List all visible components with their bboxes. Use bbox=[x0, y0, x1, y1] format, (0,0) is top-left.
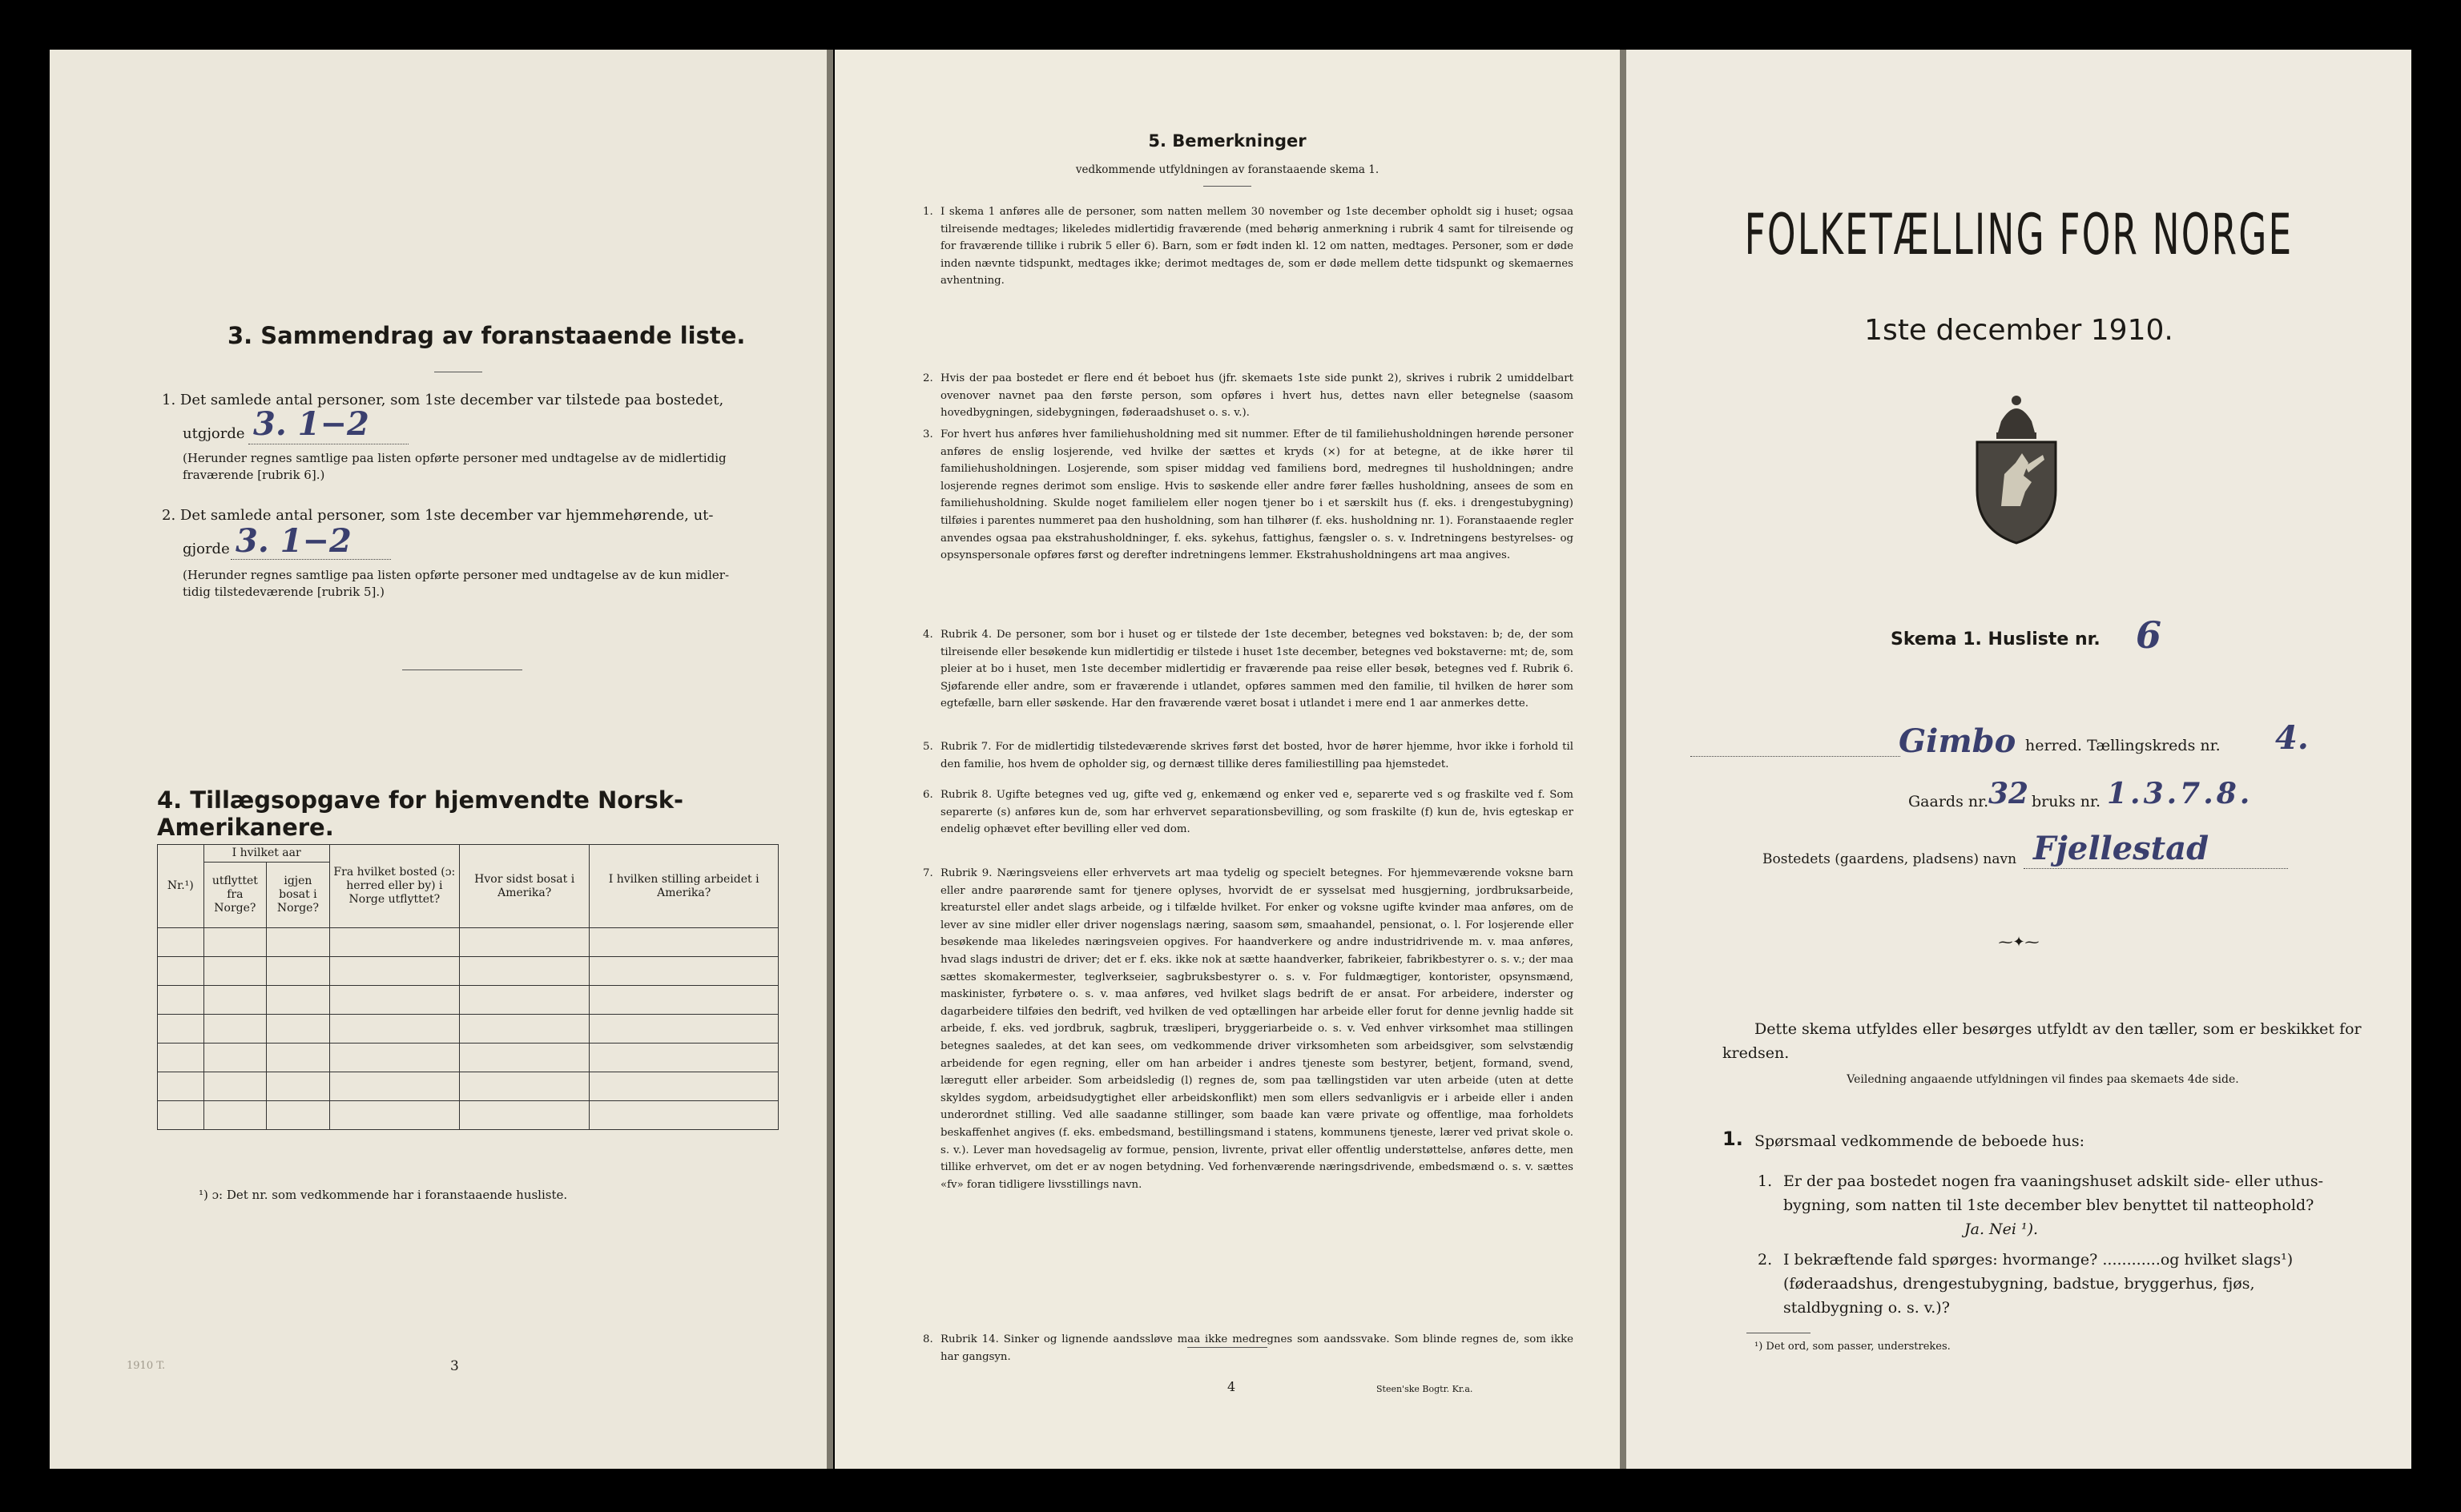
q2-num: 2. bbox=[1758, 1251, 1773, 1269]
remarks-title: 5. Bemerkninger bbox=[1148, 131, 1307, 151]
remark-paragraph bbox=[923, 738, 1573, 773]
remark-text: Rubrik 7. For de midlertidig tilstedeværende skrives først det bosted, hvor de hører hjemme, hvor ikke i forhold til den familie, hos hvem de opholder sig, og dernæst tillike deres familiestilling paa hjemstedet. bbox=[940, 741, 1573, 770]
remark-number: 7. bbox=[923, 867, 933, 879]
ornament-icon: ⁓✦⁓ bbox=[1998, 934, 2040, 951]
item1-note bbox=[183, 450, 808, 484]
page-number: 3 bbox=[450, 1358, 459, 1374]
remark-paragraph bbox=[923, 626, 1573, 713]
census-title-wrap bbox=[1626, 202, 2411, 267]
instruction-1: Dette skema utfyldes eller besørges utfyldt av den tæller, som er beskikket for kredsen. bbox=[1722, 1020, 2362, 1062]
table-cell bbox=[329, 1015, 459, 1044]
herred-dotline bbox=[1690, 756, 1900, 757]
bosted-label: Bostedets (gaardens, pladsens) navn bbox=[1762, 851, 2017, 867]
q2-text: I bekræftende fald spørges: hvormange? ............og hvilket slags¹) (føderaadshus, drengestubygning, badstue, bryggerhus, fjøs, staldbygning o. s. v.)? bbox=[1783, 1251, 2294, 1317]
gaards-label: Gaards nr. bbox=[1908, 793, 1989, 810]
census-date: 1ste december 1910. bbox=[1864, 314, 2173, 347]
table-cell bbox=[590, 1044, 779, 1072]
q1-text: Er der paa bostedet nogen fra vaaningshuset adskilt side- eller uthus-bygning, som natten til 1ste december blev benyttet til natteophold? bbox=[1783, 1172, 2324, 1214]
table-cell bbox=[460, 1101, 590, 1130]
questions-num: 1. bbox=[1722, 1128, 1743, 1150]
table-cell bbox=[329, 957, 459, 986]
table-cell bbox=[203, 986, 267, 1015]
q1-answer: Ja. Nei ¹). bbox=[1964, 1220, 2039, 1238]
table-cell bbox=[590, 1015, 779, 1044]
table-cell bbox=[158, 1044, 204, 1072]
printer-mark: Steen'ske Bogtr. Kr.a. bbox=[1376, 1384, 1473, 1394]
page-left bbox=[50, 50, 827, 1469]
table-cell bbox=[329, 1044, 459, 1072]
page-number: 4 bbox=[1227, 1379, 1236, 1394]
col-fra: Fra hvilket bosted (ɔ: herred eller by) i Norge utflyttet? bbox=[329, 845, 459, 928]
item1-note-line2: fraværende [rubrik 6].) bbox=[183, 468, 325, 482]
col-igjen: igjen bosat i Norge? bbox=[267, 863, 330, 928]
remark-paragraph bbox=[923, 426, 1573, 565]
remark-paragraph bbox=[923, 1331, 1573, 1365]
kreds-nr: 4. bbox=[2275, 719, 2309, 757]
table-cell bbox=[590, 1101, 779, 1130]
col-nr: Nr.¹) bbox=[158, 845, 204, 928]
instruction-2: Veiledning angaaende utfyldningen vil findes paa skemaets 4de side. bbox=[1847, 1073, 2239, 1086]
table-cell bbox=[158, 928, 204, 957]
bosted-value: Fjellestad bbox=[2033, 830, 2209, 867]
remark-text: Rubrik 4. De personer, som bor i huset og er tilstede der 1ste december, betegnes ved bokstaven: b; de, der som tilreisende eller besøkende kun midlertidig er tilstede i huset 1ste december, betegnes ved bokstaverne: mt; de, som pleier at bo i huset, men 1ste december midlertidig er fraværende paa reise eller besøk, betegnes ved f. Rubrik 6. Sjøfarende eller andre, som er fraværende i utlandet, opføres sammen med den familie, til hvilken de hører som egtefælle, barn eller søskende. Har den fraværende været bosat i utlandet i mere end 1 aar anmerkes dette. bbox=[940, 629, 1573, 710]
item2-label: gjorde bbox=[183, 541, 230, 557]
table-cell bbox=[460, 1072, 590, 1101]
table-cell bbox=[203, 1044, 267, 1072]
remark-number: 2. bbox=[923, 372, 933, 384]
table-cell bbox=[590, 928, 779, 957]
item2-value: 3. 1−2 bbox=[236, 522, 352, 560]
table-cell bbox=[329, 986, 459, 1015]
divider bbox=[1203, 186, 1251, 187]
gutter bbox=[827, 50, 833, 1469]
item2-note bbox=[183, 567, 808, 601]
table-cell bbox=[329, 1072, 459, 1101]
col-hvor: Hvor sidst bosat i Amerika? bbox=[460, 845, 590, 928]
remark-text: For hvert hus anføres hver familiehusholdning med sit nummer. Efter de til familiehusholdningen hørende personer anføres de enslig losjerende, ved hvilke der sættes et kryds (×) for at betegne, at de ikke hører til familiehusholdningen. Losjerende, som spiser middag ved familiens bord, medregnes til husholdningen; andre losjerende regnes derimot som enslige. Hvis to søskende eller andre fører fælles husholdning, ansees de som en familiehusholdning. Skulde noget familielem eller nogen tjener bo i et særskilt hus (f. eks. i drengestubygning) tilføies i parentes nummeret paa den husholdning, som han tilhører (f. eks. husholdning nr. 1). Foranstaaende regler anvendes ogsaa paa ekstrahusholdninger, f. eks. sykehus, fattighus, fængsler o. s. v. Indretningens bestyrelses- og opsynspersonale opføres først og derefter indretningens lemmer. Ekstrahusholdningens art maa angives. bbox=[940, 428, 1573, 562]
item2-note-line2: tidig tilstedeværende [rubrik 5].) bbox=[183, 585, 385, 599]
table-cell bbox=[158, 1072, 204, 1101]
census-title: FOLKETÆLLING FOR NORGE bbox=[1744, 202, 2294, 267]
remark-text: Hvis der paa bostedet er flere end ét beboet hus (jfr. skemaets 1ste side punkt 2), skrives i rubrik 2 umiddelbart ovenover navnet paa den første person, som opføres i hvert hus, dettes navn eller betegnelse (saasom hovedbygningen, sidebygningen, føderaadshuset o. s. v.). bbox=[940, 372, 1573, 420]
table-row bbox=[158, 1072, 779, 1101]
remark-number: 3. bbox=[923, 428, 933, 440]
remark-paragraph bbox=[923, 786, 1573, 838]
table-cell bbox=[460, 1015, 590, 1044]
remark-number: 6. bbox=[923, 789, 933, 801]
table-cell bbox=[267, 928, 330, 957]
remark-paragraph bbox=[923, 865, 1573, 1193]
table-cell bbox=[203, 1015, 267, 1044]
divider bbox=[1187, 1347, 1267, 1348]
table-cell bbox=[590, 957, 779, 986]
col-year-group: I hvilket aar bbox=[203, 845, 329, 863]
table-cell bbox=[267, 1044, 330, 1072]
table-row bbox=[158, 986, 779, 1015]
item1-note-line1: (Herunder regnes samtlige paa listen opførte personer med undtagelse av de midlertidig bbox=[183, 451, 727, 465]
table-cell bbox=[158, 957, 204, 986]
table-cell bbox=[329, 1101, 459, 1130]
item2-dotline bbox=[231, 559, 391, 560]
table-row bbox=[158, 1101, 779, 1130]
table-cell bbox=[158, 1015, 204, 1044]
table-cell bbox=[267, 986, 330, 1015]
table-cell bbox=[203, 957, 267, 986]
norsk-amerikanere-table bbox=[157, 844, 779, 1130]
remark-text: Rubrik 9. Næringsveiens eller erhvervets art maa tydelig og specielt betegnes. For hjemmeværende voksne barn eller andre paarørende samt for tjenere oplyses, hvorvidt de er sysselsat med husgjerning, jordbruksarbeide, kreaturstel eller andet slags arbeide, og i tilfælde hvilket. For enker og voksne ugifte kvinder maa anføres, om de lever av sine midler eller driver nogenslags næring, saasom søm, smaahandel, pensionat, o. l. For losjerende eller besøkende maa likeledes næringsveien opgives. For haandverkere og andre industridrivende m. v. maa anføres, hvad slags industri de driver; det er f. eks. ikke nok at sætte haandverker, fabrikeier, fabrikbestyrer o. s. v.; der maa sættes skomakermester, teglverkseier, sagbruksbestyrer o. s. v. For fuldmægtiger, kontorister, opsynsmænd, maskinister, fyrbøtere o. s. v. maa anføres, ved hvilket slags bedrift de er ansat. For arbeidere, inderster og dagarbeidere tilføies den bedrift, ved hvilken de ved optællingen har arbeide eller forut for denne jevnlig hadde sit arbeide, f. eks. ved jordbruk, sagbruk, træsliperi, bryggeriarbeide o. s. v. Ved enhver virksomhet maa stillingen betegnes saaledes, at det kan sees, om vedkommende driver virksomheten som arbeidsgiver, som selvstændig arbeidende for egen regning, eller om han arbeider i andres tjeneste som bestyrer, betjent, formand, svend, læregutt eller arbeider. Som arbeidsledig (l) regnes de, som paa tællingstiden var uten arbeide (uten at dette skyldes sygdom, arbeidsudygtighet eller arbeidskonflikt) men som ellers sedvanligvis er i arbeide eller i anden underordnet stilling. Ved alle saadanne stillinger, som baade kan være private og offentlige, maa forholdets beskaffenhet angives (f. eks. embedsmand, bestillingsmand i statens, kommunens tjeneste, lærer ved privat skole o. s. v.). Lever man hovedsagelig av formue, pension, livrente, privat eller offentlig understøttelse, anføres dette, men tillike erhvervet, om det er av nogen betydning. Ved forhenværende næringsdrivende, embedsmænd o. s. v. sættes «fv» foran tidligere livsstillings navn. bbox=[940, 867, 1573, 1191]
remark-paragraph bbox=[923, 203, 1573, 290]
husliste-nr: 6 bbox=[2136, 613, 2162, 657]
gutter bbox=[1620, 50, 1626, 1469]
section4-title: 4. Tillægsopgave for hjemvendte Norsk-Amerikanere. bbox=[157, 786, 684, 841]
page-right bbox=[1626, 50, 2411, 1469]
footnote: ¹) ɔ: Det nr. som vedkommende har i foranstaaende husliste. bbox=[199, 1188, 568, 1202]
remark-number: 8. bbox=[923, 1333, 933, 1345]
col-utflyttet: utflyttet fra Norge? bbox=[203, 863, 267, 928]
table-row bbox=[158, 1044, 779, 1072]
remark-paragraph bbox=[923, 370, 1573, 422]
table-body bbox=[158, 928, 779, 1130]
remark-text: Rubrik 8. Ugifte betegnes ved ug, gifte ved g, enkemænd og enker ved e, separerte ved s og fraskilte ved f. Som separerte (s) anføres kun de, som har erhvervet separationsbevilling, og som fraskilte (f) kun de, hvis egteskap er endelig ophævet efter bevilling eller ved dom. bbox=[940, 789, 1573, 836]
table-cell bbox=[267, 1101, 330, 1130]
remark-number: 5. bbox=[923, 741, 933, 753]
remark-text: I skema 1 anføres alle de personer, som natten mellem 30 november og 1ste december opholdt sig i huset; ogsaa tilreisende medtages; likeledes midlertidig fraværende (med behørig anmerkning i rubrik 4 samt for tilreisende og for fraværende tillike i rubrik 5 eller 6). Barn, som er født inden kl. 12 om natten, medtages. Personer, som er døde inden nævnte tidspunkt, medtages ikke; derimot medtages de, som er døde mellem dette tidspunkt og skemaernes avhentning. bbox=[940, 206, 1573, 288]
table-cell bbox=[203, 1101, 267, 1130]
item1-value: 3. 1−2 bbox=[253, 405, 369, 443]
footnote: ¹) Det ord, som passer, understrekes. bbox=[1754, 1341, 1951, 1353]
table-row bbox=[158, 928, 779, 957]
table-cell bbox=[158, 986, 204, 1015]
table-cell bbox=[590, 1072, 779, 1101]
page-middle bbox=[835, 50, 1620, 1469]
col-stilling: I hvilken stilling arbeidet i Amerika? bbox=[590, 845, 779, 928]
item1-label: utgjorde bbox=[183, 425, 245, 442]
table-cell bbox=[460, 928, 590, 957]
table-cell bbox=[203, 1072, 267, 1101]
item1-text: 1. Det samlede antal personer, som 1ste december var tilstede paa bostedet, bbox=[162, 392, 724, 408]
table-cell bbox=[590, 986, 779, 1015]
bosted-dotline bbox=[2024, 868, 2288, 869]
q1-num: 1. bbox=[1758, 1172, 1773, 1190]
remarks-subtitle: vedkommende utfyldningen av foranstaaende skema 1. bbox=[1075, 163, 1380, 176]
table-row bbox=[158, 1015, 779, 1044]
table-cell bbox=[460, 957, 590, 986]
herred-value: Gimbo bbox=[1899, 722, 2016, 760]
item2-note-line1: (Herunder regnes samtlige paa listen opførte personer med undtagelse av de kun midler- bbox=[183, 568, 730, 582]
remark-number: 4. bbox=[923, 629, 933, 641]
gaards-nr: 32 bbox=[1988, 777, 2029, 810]
section3-title: 3. Sammendrag av foranstaaende liste. bbox=[228, 322, 746, 349]
table-cell bbox=[158, 1101, 204, 1130]
table-cell bbox=[329, 928, 459, 957]
table-cell bbox=[203, 928, 267, 957]
bruks-nr: 1.3.7.8. bbox=[2107, 777, 2254, 810]
table-cell bbox=[267, 1015, 330, 1044]
skema-label: Skema 1. Husliste nr. bbox=[1891, 629, 2101, 649]
bruks-label: bruks nr. bbox=[2032, 793, 2101, 810]
table-cell bbox=[267, 1072, 330, 1101]
questions-heading: Spørsmaal vedkommende de beboede hus: bbox=[1754, 1132, 2085, 1150]
table-cell bbox=[460, 986, 590, 1015]
herred-label: herred. Tællingskreds nr. bbox=[2025, 737, 2221, 754]
remark-number: 1. bbox=[923, 206, 933, 218]
item2-text: 2. Det samlede antal personer, som 1ste december var hjemmehørende, ut- bbox=[162, 507, 714, 524]
coat-of-arms-icon bbox=[1969, 386, 2064, 546]
corner-mark: 1910 T. bbox=[127, 1360, 166, 1372]
remark-text: Rubrik 14. Sinker og lignende aandssløve maa ikke medregnes som aandssvake. Som blinde regnes de, som ikke har gangsyn. bbox=[940, 1333, 1573, 1363]
table-cell bbox=[267, 957, 330, 986]
table-cell bbox=[460, 1044, 590, 1072]
table-row bbox=[158, 957, 779, 986]
